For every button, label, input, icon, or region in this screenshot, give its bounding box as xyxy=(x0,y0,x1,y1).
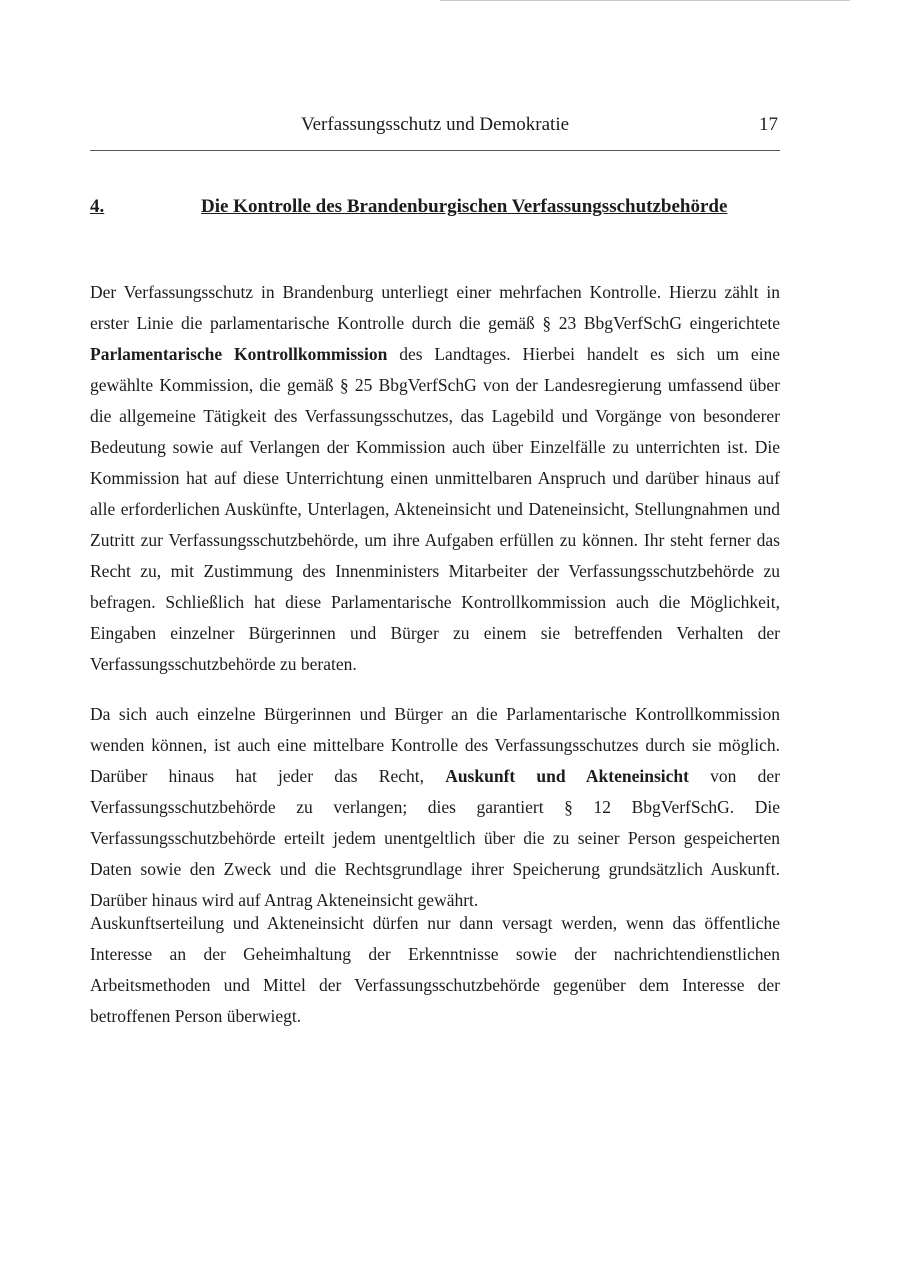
running-title: Verfassungsschutz und Demokratie xyxy=(301,114,570,135)
paragraph-citizen-information xyxy=(90,699,780,916)
page-number: 17 xyxy=(759,114,778,135)
paragraph-text: Da sich auch einzelne Bürgerinnen und Bürger an die Parlamentarische Kontrollkommission wenden können, ist auch eine mittelbare Kontrolle des Verfassungsschutzes durch sie möglich. Darüber hinaus hat jeder das Recht, xyxy=(90,704,780,786)
bold-term-auskunft: Auskunft und Akteneinsicht xyxy=(445,766,689,786)
section-title: Die Kontrolle des Brandenburgischen Verfassungsschutzbehörde xyxy=(201,196,728,217)
paragraph-text: von der Verfassungsschutzbehörde zu verlangen; dies garantiert § 12 BbgVerfSchG. Die Verfassungsschutzbehörde erteilt jedem unentgeltlich über die zu seiner Person gespeicherten Daten sowie den Zweck und die Rechtsgrundlage ihrer Speicherung grundsätzlich Auskunft. Darüber hinaus wird auf Antrag Akteneinsicht gewährt. xyxy=(90,766,780,910)
paragraph-refusal-conditions xyxy=(90,908,780,1032)
header-rule xyxy=(90,150,780,151)
section-number: 4. xyxy=(90,196,105,217)
scan-edge-line xyxy=(440,0,850,1)
paragraph-text: des Landtages. Hierbei handelt es sich um eine gewählte Kommission, die gemäß § 25 BbgVerfSchG von der Landesregierung umfassend über die allgemeine Tätigkeit des Verfassungsschutzes, das Lagebild und Vorgänge von besonderer Bedeutung sowie auf Verlangen der Kommission auch über Einzelfälle zu unterrichten ist. Die Kommission hat auf diese Unterrichtung einen unmittelbaren Anspruch und darüber hinaus auf alle erforderlichen Auskünfte, Unterlagen, Akteneinsicht und Dateneinsicht, Stellungnahmen und Zutritt zur Verfassungsschutzbehörde, um ihre Aufgaben erfüllen zu können. Ihr steht ferner das Recht zu, mit Zustimmung des Innenministers Mitarbeiter der Verfassungsschutzbehörde zu befragen. Schließlich hat diese Parlamentarische Kontrollkommission auch die Möglichkeit, Eingaben einzelner Bürgerinnen und Bürger zu einem sie betreffenden Verhalten der Verfassungsschutzbehörde zu beraten. xyxy=(90,344,780,674)
paragraph-text: Auskunftserteilung und Akteneinsicht dürfen nur dann versagt werden, wenn das öffentliche Interesse an der Geheimhaltung der Erkenntnisse sowie der nachrichtendienstlichen Arbeitsmethoden und Mittel der Verfassungsschutzbehörde gegenüber dem Interesse der betroffenen Person überwiegt. xyxy=(90,913,780,1026)
paragraph-text: Der Verfassungsschutz in Brandenburg unterliegt einer mehrfachen Kontrolle. Hierzu zählt in erster Linie die parlamentarische Kontrolle durch die gemäß § 23 BbgVerfSchG eingerichtete xyxy=(90,282,780,333)
bold-term-kontrollkommission: Parlamentarische Kontrollkommission xyxy=(90,344,388,364)
running-header xyxy=(90,112,780,142)
paragraph-parliamentary-control xyxy=(90,277,780,680)
